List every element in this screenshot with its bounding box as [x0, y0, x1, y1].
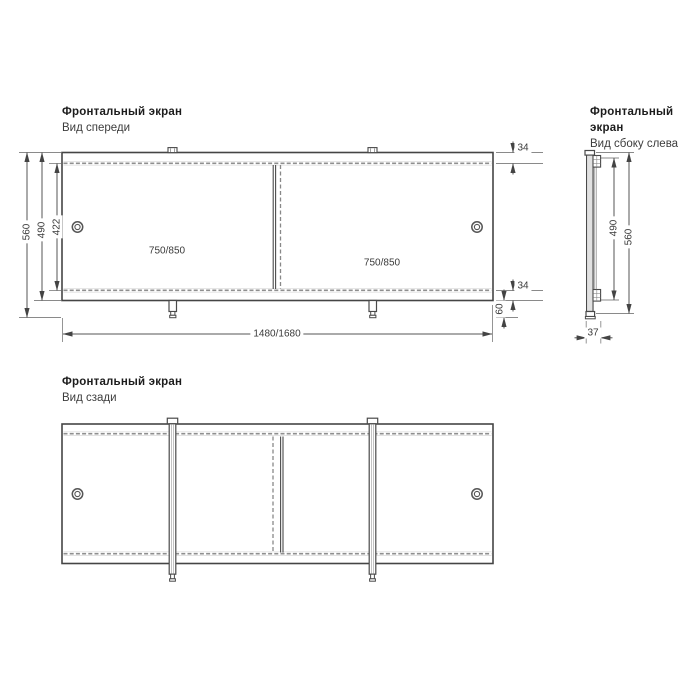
front-view-subtitle: Вид спереди — [62, 122, 131, 134]
front-view-title-block — [62, 104, 182, 136]
back-panel-outline — [62, 424, 493, 564]
back-right-leg — [367, 418, 377, 581]
side-profile — [585, 151, 596, 312]
front-view-drawing — [19, 142, 543, 343]
back-view-title-block — [62, 374, 182, 406]
dim-front-panel-height: 490 — [37, 219, 48, 242]
back-view-title: Фронтальный экран — [62, 376, 183, 388]
front-view-title: Фронтальный экран — [62, 106, 183, 118]
side-bottom-clamp — [593, 290, 601, 302]
side-view-subtitle: Вид сбоку слева — [590, 138, 679, 150]
dim-front-right-door-width: 750/850 — [361, 258, 403, 269]
dim-side-panel-height: 490 — [609, 217, 620, 240]
back-view-subtitle: Вид сзади — [62, 392, 117, 404]
dim-front-total-height: 560 — [22, 221, 33, 244]
dim-front-bottom-rail: 34 — [514, 281, 531, 292]
front-left-leg-cap — [168, 148, 177, 153]
front-panel-outline — [62, 153, 493, 301]
front-left-leg — [169, 301, 177, 318]
side-view-title-block — [590, 104, 700, 152]
front-right-leg — [369, 301, 377, 318]
back-view-drawing — [62, 418, 493, 581]
dim-side-depth: 37 — [584, 328, 601, 339]
side-view-title: Фронтальный экран — [590, 106, 674, 134]
back-left-leg — [167, 418, 177, 581]
dim-front-total-width: 1480/1680 — [250, 329, 303, 340]
dim-front-leg-height: 60 — [495, 300, 506, 317]
side-top-clamp — [593, 156, 601, 168]
dim-front-left-door-width: 750/850 — [146, 246, 188, 257]
front-right-leg-cap — [368, 148, 377, 153]
side-foot — [585, 312, 595, 319]
dim-front-inner-height: 422 — [52, 216, 63, 239]
dim-side-total-height: 560 — [624, 226, 635, 249]
dim-front-top-rail: 34 — [514, 143, 531, 154]
